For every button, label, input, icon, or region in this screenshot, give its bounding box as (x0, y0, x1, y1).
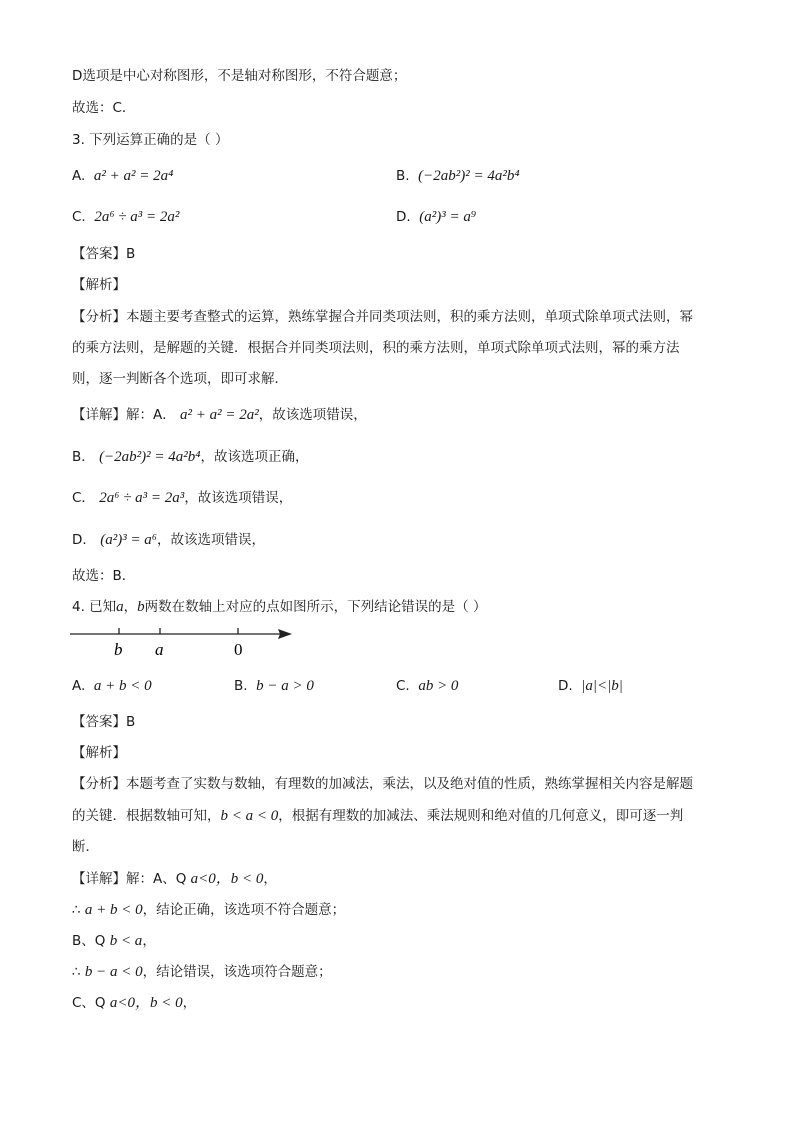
q4-detail-line: 【详解】解：A、Q a<0，b < 0， (72, 871, 277, 887)
q3-option-b: B. (−2ab²)² = 4a²b⁴ (396, 168, 520, 184)
q3-detail-line: D． (a²)³ = a⁶，故该选项错误， (72, 532, 266, 548)
q3-option-c: C. 2a⁶ ÷ a³ = 2a² (72, 209, 180, 225)
q3-option-a: A. a² + a² = 2a⁴ (72, 168, 174, 184)
question-4-stem: 4. 已知a，b两数在数轴上对应的点如图所示，下列结论错误的是（ ） (72, 599, 487, 615)
q4-answer: 【答案】B (72, 714, 136, 730)
label-b: b (114, 640, 123, 659)
number-line-arrow (278, 629, 292, 639)
q4-analysis-line: 【分析】本题考查了实数与数轴，有理数的加减法，乘法，以及绝对值的性质，熟练掌握相关内容是解题 (72, 776, 693, 792)
question-3-stem: 3. 下列运算正确的是（ ） (72, 132, 229, 148)
q3-detail-line: 【详解】解：A． a² + a² = 2a²，故该选项错误， (72, 407, 367, 423)
q3-detail-line: B． (−2ab²)² = 4a²b⁴，故该选项正确， (72, 449, 309, 465)
text-line: 故选：C． (72, 100, 136, 116)
text-line: D选项是中心对称图形，不是轴对称图形，不符合题意； (72, 68, 407, 84)
q4-analysis-line: 断． (72, 839, 99, 855)
q4-option-b: B. b − a > 0 (234, 678, 314, 694)
q4-detail-line: ∴ a + b < 0，结论正确，该选项不符合题意； (72, 902, 346, 918)
q4-analysis-title: 【解析】 (72, 745, 126, 761)
q3-option-d: D. (a²)³ = a⁹ (396, 209, 477, 225)
q4-analysis-line: 的关键．根据数轴可知，b < a < 0，根据有理数的加减法、乘法规则和绝对值的几何意义，即可逐一判 (72, 808, 684, 824)
q4-detail-line: B、Q b < a， (72, 933, 156, 949)
q3-detail-line: C． 2a⁶ ÷ a³ = 2a³，故该选项错误， (72, 490, 293, 506)
number-line-diagram (70, 622, 300, 662)
label-a: a (155, 640, 164, 659)
q4-detail-line: C、Q a<0，b < 0， (72, 995, 197, 1011)
q3-analysis-line: 则，逐一判断各个选项，即可求解． (72, 371, 288, 387)
q4-detail-line: ∴ b − a < 0，结论错误，该选项符合题意； (72, 964, 332, 980)
label-zero: 0 (234, 640, 243, 659)
q4-option-a: A. a + b < 0 (72, 678, 152, 694)
q4-option-c: C. ab > 0 (396, 678, 459, 694)
q4-option-d: D. |a|<|b| (558, 678, 623, 694)
q3-analysis-title: 【解析】 (72, 277, 126, 293)
q3-analysis-line: 的乘方法则，是解题的关键．根据合并同类项法则，积的乘方法则，单项式除单项式法则，幂的乘方法 (72, 340, 680, 356)
q3-choose: 故选：B． (72, 568, 136, 584)
q3-analysis-line: 【分析】本题主要考查整式的运算，熟练掌握合并同类项法则，积的乘方法则，单项式除单项式法则，幂 (72, 309, 693, 325)
q3-answer: 【答案】B (72, 246, 136, 262)
